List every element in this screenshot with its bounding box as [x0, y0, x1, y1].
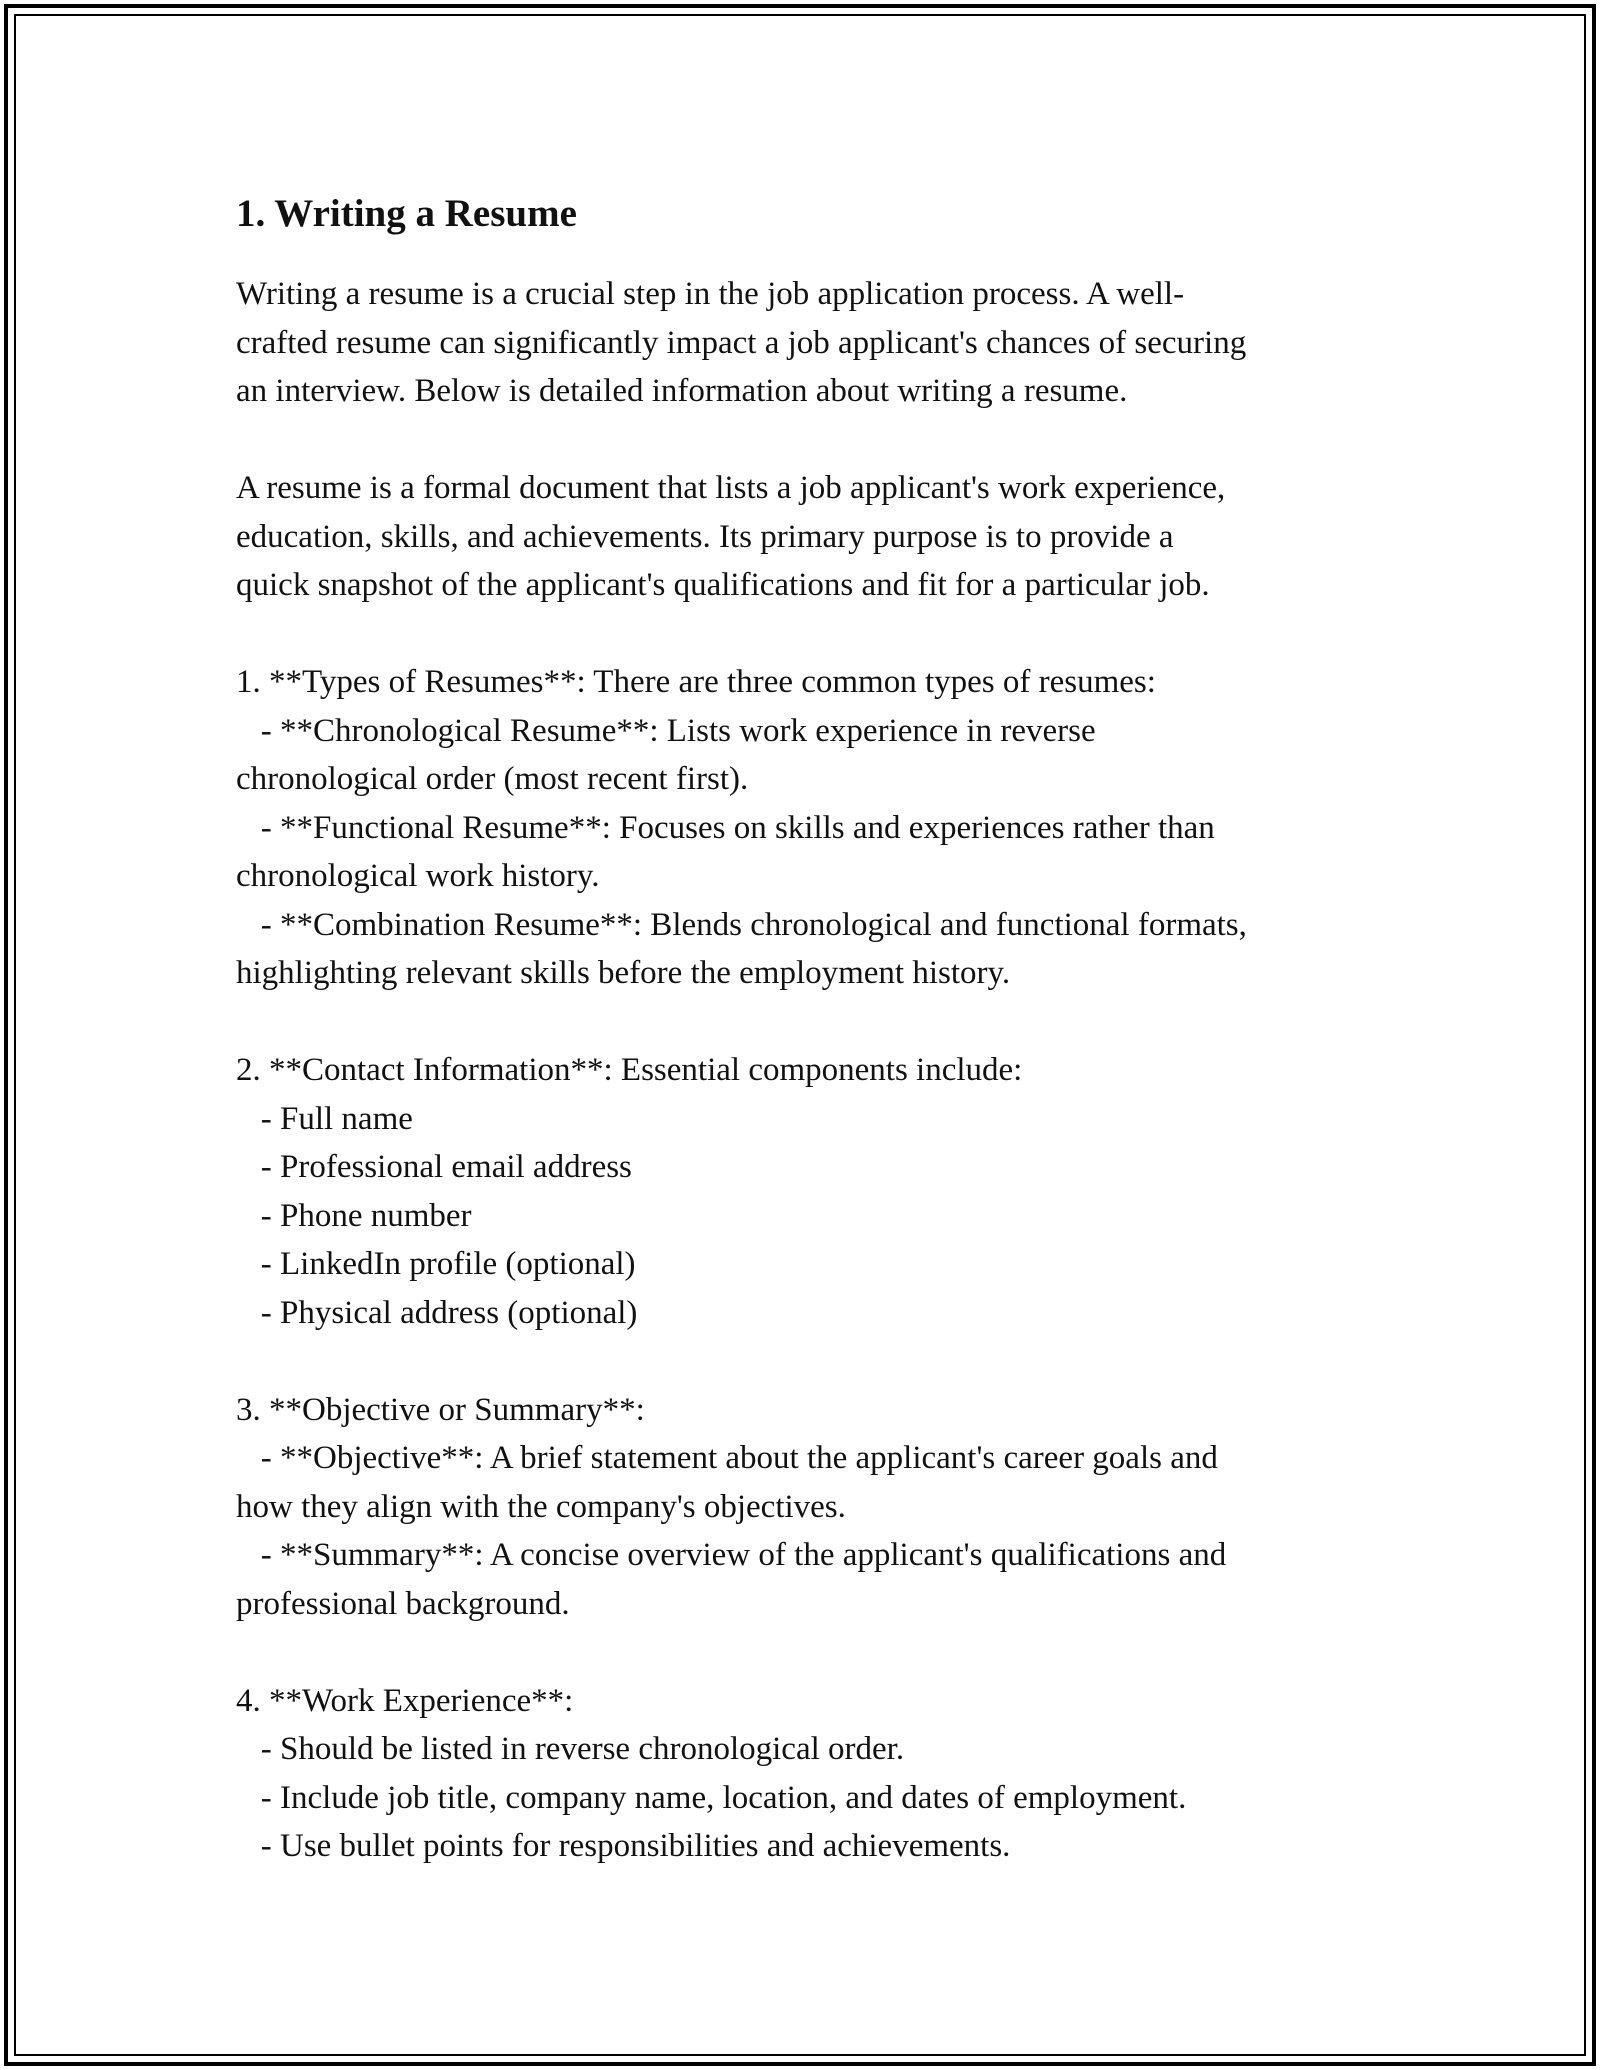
text-line: professional background.: [236, 1585, 570, 1622]
list-item: - Full name: [236, 1100, 413, 1137]
paragraph-gap: [236, 998, 1366, 1047]
section-heading-line: 4. **Work Experience**:: [236, 1682, 574, 1719]
paragraph-gap: [236, 1337, 1366, 1386]
text-line: an interview. Below is detailed information about writing a resume.: [236, 373, 1128, 409]
text-line: A resume is a formal document that lists a job applicant's work experience,: [236, 470, 1226, 506]
list-item: - **Functional Resume**: Focuses on skills and experiences rather than: [236, 809, 1215, 846]
paragraph-gap: [236, 610, 1366, 659]
list-item: - Professional email address: [236, 1149, 632, 1185]
list-item: - Physical address (optional): [236, 1294, 638, 1331]
paragraph-gap: [236, 1628, 1366, 1677]
text-line: crafted resume can significantly impact a job applicant's chances of securing: [236, 324, 1247, 361]
definition-paragraph: [236, 464, 1366, 610]
paragraph-gap: [236, 416, 1366, 465]
list-item: - **Objective**: A brief statement about the applicant's career goals and: [236, 1440, 1218, 1476]
list-item: - **Combination Resume**: Blends chronological and functional formats,: [236, 906, 1247, 943]
text-line: chronological work history.: [236, 858, 600, 894]
section-work-experience: [236, 1677, 1366, 1871]
section-heading-line: 2. **Contact Information**: Essential components include:: [236, 1052, 1023, 1088]
section-heading-line: 1. **Types of Resumes**: There are three common types of resumes:: [236, 664, 1156, 700]
text-line: how they align with the company's objectives.: [236, 1488, 846, 1525]
text-line: Writing a resume is a crucial step in the job application process. A well-: [236, 276, 1185, 312]
intro-paragraph: [236, 270, 1366, 416]
list-item: - Use bullet points for responsibilities and achievements.: [236, 1828, 1011, 1864]
document-body: [236, 188, 1366, 1871]
section-contact-information: [236, 1046, 1366, 1337]
text-line: chronological order (most recent first).: [236, 761, 749, 797]
text-line: highlighting relevant skills before the employment history.: [236, 955, 1011, 991]
section-types-of-resumes: [236, 658, 1366, 998]
text-line: education, skills, and achievements. Its primary purpose is to provide a: [236, 518, 1174, 555]
list-item: - Include job title, company name, location, and dates of employment.: [236, 1779, 1187, 1816]
document-title: 1. Writing a Resume: [236, 192, 577, 235]
list-item: - **Summary**: A concise overview of the applicant's qualifications and: [236, 1537, 1227, 1573]
list-item: - **Chronological Resume**: Lists work experience in reverse: [236, 712, 1096, 749]
list-item: - Phone number: [236, 1197, 472, 1234]
list-item: - LinkedIn profile (optional): [236, 1246, 636, 1282]
text-line: quick snapshot of the applicant's qualifications and fit for a particular job.: [236, 567, 1210, 603]
section-objective-or-summary: [236, 1386, 1366, 1629]
list-item: - Should be listed in reverse chronological order.: [236, 1731, 905, 1767]
section-heading-line: 3. **Objective or Summary**:: [236, 1391, 645, 1428]
